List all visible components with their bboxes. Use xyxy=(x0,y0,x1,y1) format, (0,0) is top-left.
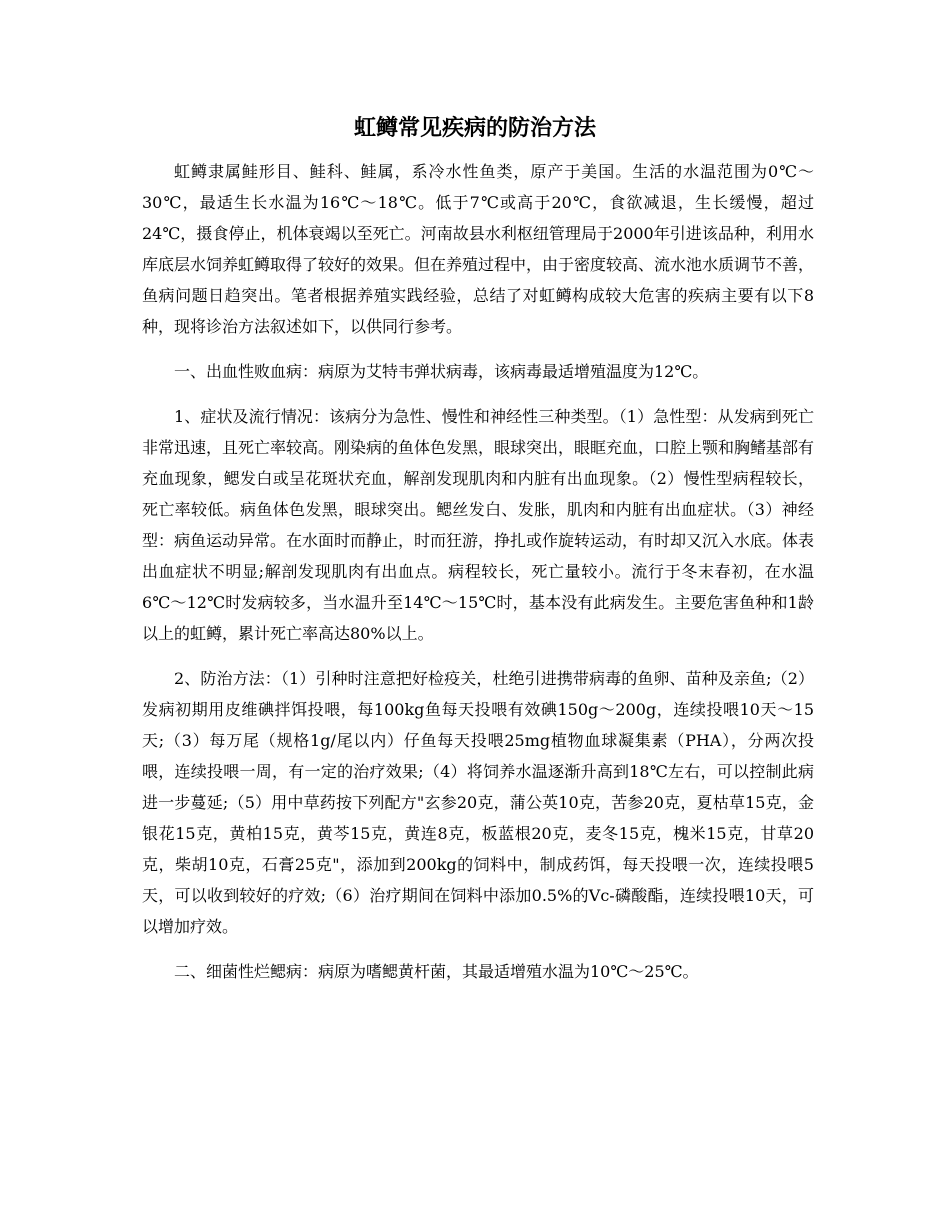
paragraph-section-2-heading: 二、细菌性烂鳃病：病原为嗜鳃黄杆菌，其最适增殖水温为10℃～25℃。 xyxy=(174,962,699,981)
paragraph-treatment: 2、防治方法：（1）引种时注意把好检疫关，杜绝引进携带病毒的鱼卵、苗种及亲鱼;（2）发病初期用皮维碘拌饵投喂，每100kg鱼每天投喂有效碘150g～200g，连续投喂10天～15天;（3）每万尾（规格1g/尾以内）仔鱼每天投喂25mg植物血球凝集素（PHA），分两次投喂，连续投喂一周，有一定的治疗效果;（4）将饲养水温逐渐升高到18℃左右，可以控制此病进一步蔓延;（5）用中草药按下列配方"玄参20克，蒲公英10克，苦参20克，夏枯草15克，金银花15克，黄柏15克，黄芩15克，黄连8克，板蓝根20克，麦冬15克，槐米15克，甘草20克，柴胡10克，石膏25克"，添加到200kg的饲料中，制成药饵，每天投喂一次，连续投喂5天，可以收到较好的疗效;（6）治疗期间在饲料中添加0.5%的Vc-磷酸酯，连续投喂10天，可以增加疗效。 xyxy=(142,669,814,936)
document-title: 虹鳟常见疾病的防治方法 xyxy=(353,115,596,141)
paragraph-intro: 虹鳟隶属鲑形目、鲑科、鲑属，系冷水性鱼类，原产于美国。生活的水温范围为0℃～30℃，最适生长水温为16℃～18℃。低于7℃或高于20℃，食欲减退，生长缓慢，超过24℃，摄食停止，机体衰竭以至死亡。河南故县水利枢纽管理局于2000年引进该品种，利用水库底层水饲养虹鳟取得了较好的效果。但在养殖过程中，由于密度较高、流水池水质调节不善，鱼病问题日趋突出。笔者根据养殖实践经验，总结了对虹鳟构成较大危害的疾病主要有以下8种，现将诊治方法叙述如下，以供同行参考。 xyxy=(142,162,815,336)
document-body xyxy=(142,156,814,1001)
paragraph-symptoms: 1、症状及流行情况：该病分为急性、慢性和神经性三种类型。（1）急性型：从发病到死亡非常迅速，且死亡率较高。刚染病的鱼体色发黑，眼球突出，眼眶充血，口腔上颚和胸鳍基部有充血现象，鳃发白或呈花斑状充血，解剖发现肌肉和内脏有出血现象。（2）慢性型病程较长，死亡率较低。病鱼体色发黑，眼球突出。鳃丝发白、发胀，肌肉和内脏有出血症状。（3）神经型：病鱼运动异常。在水面时而静止，时而狂游，挣扎或作旋转运动，有时却又沉入水底。体表出血症状不明显;解剖发现肌肉有出血点。病程较长，死亡量较小。流行于冬末春初，在水温6℃～12℃时发病较多，当水温升至14℃～15℃时，基本没有此病发生。主要危害鱼种和1龄以上的虹鳟，累计死亡率高达80%以上。 xyxy=(142,407,815,643)
paragraph-section-1-heading: 一、出血性败血病：病原为艾特韦弹状病毒，该病毒最适增殖温度为12℃。 xyxy=(174,362,709,381)
